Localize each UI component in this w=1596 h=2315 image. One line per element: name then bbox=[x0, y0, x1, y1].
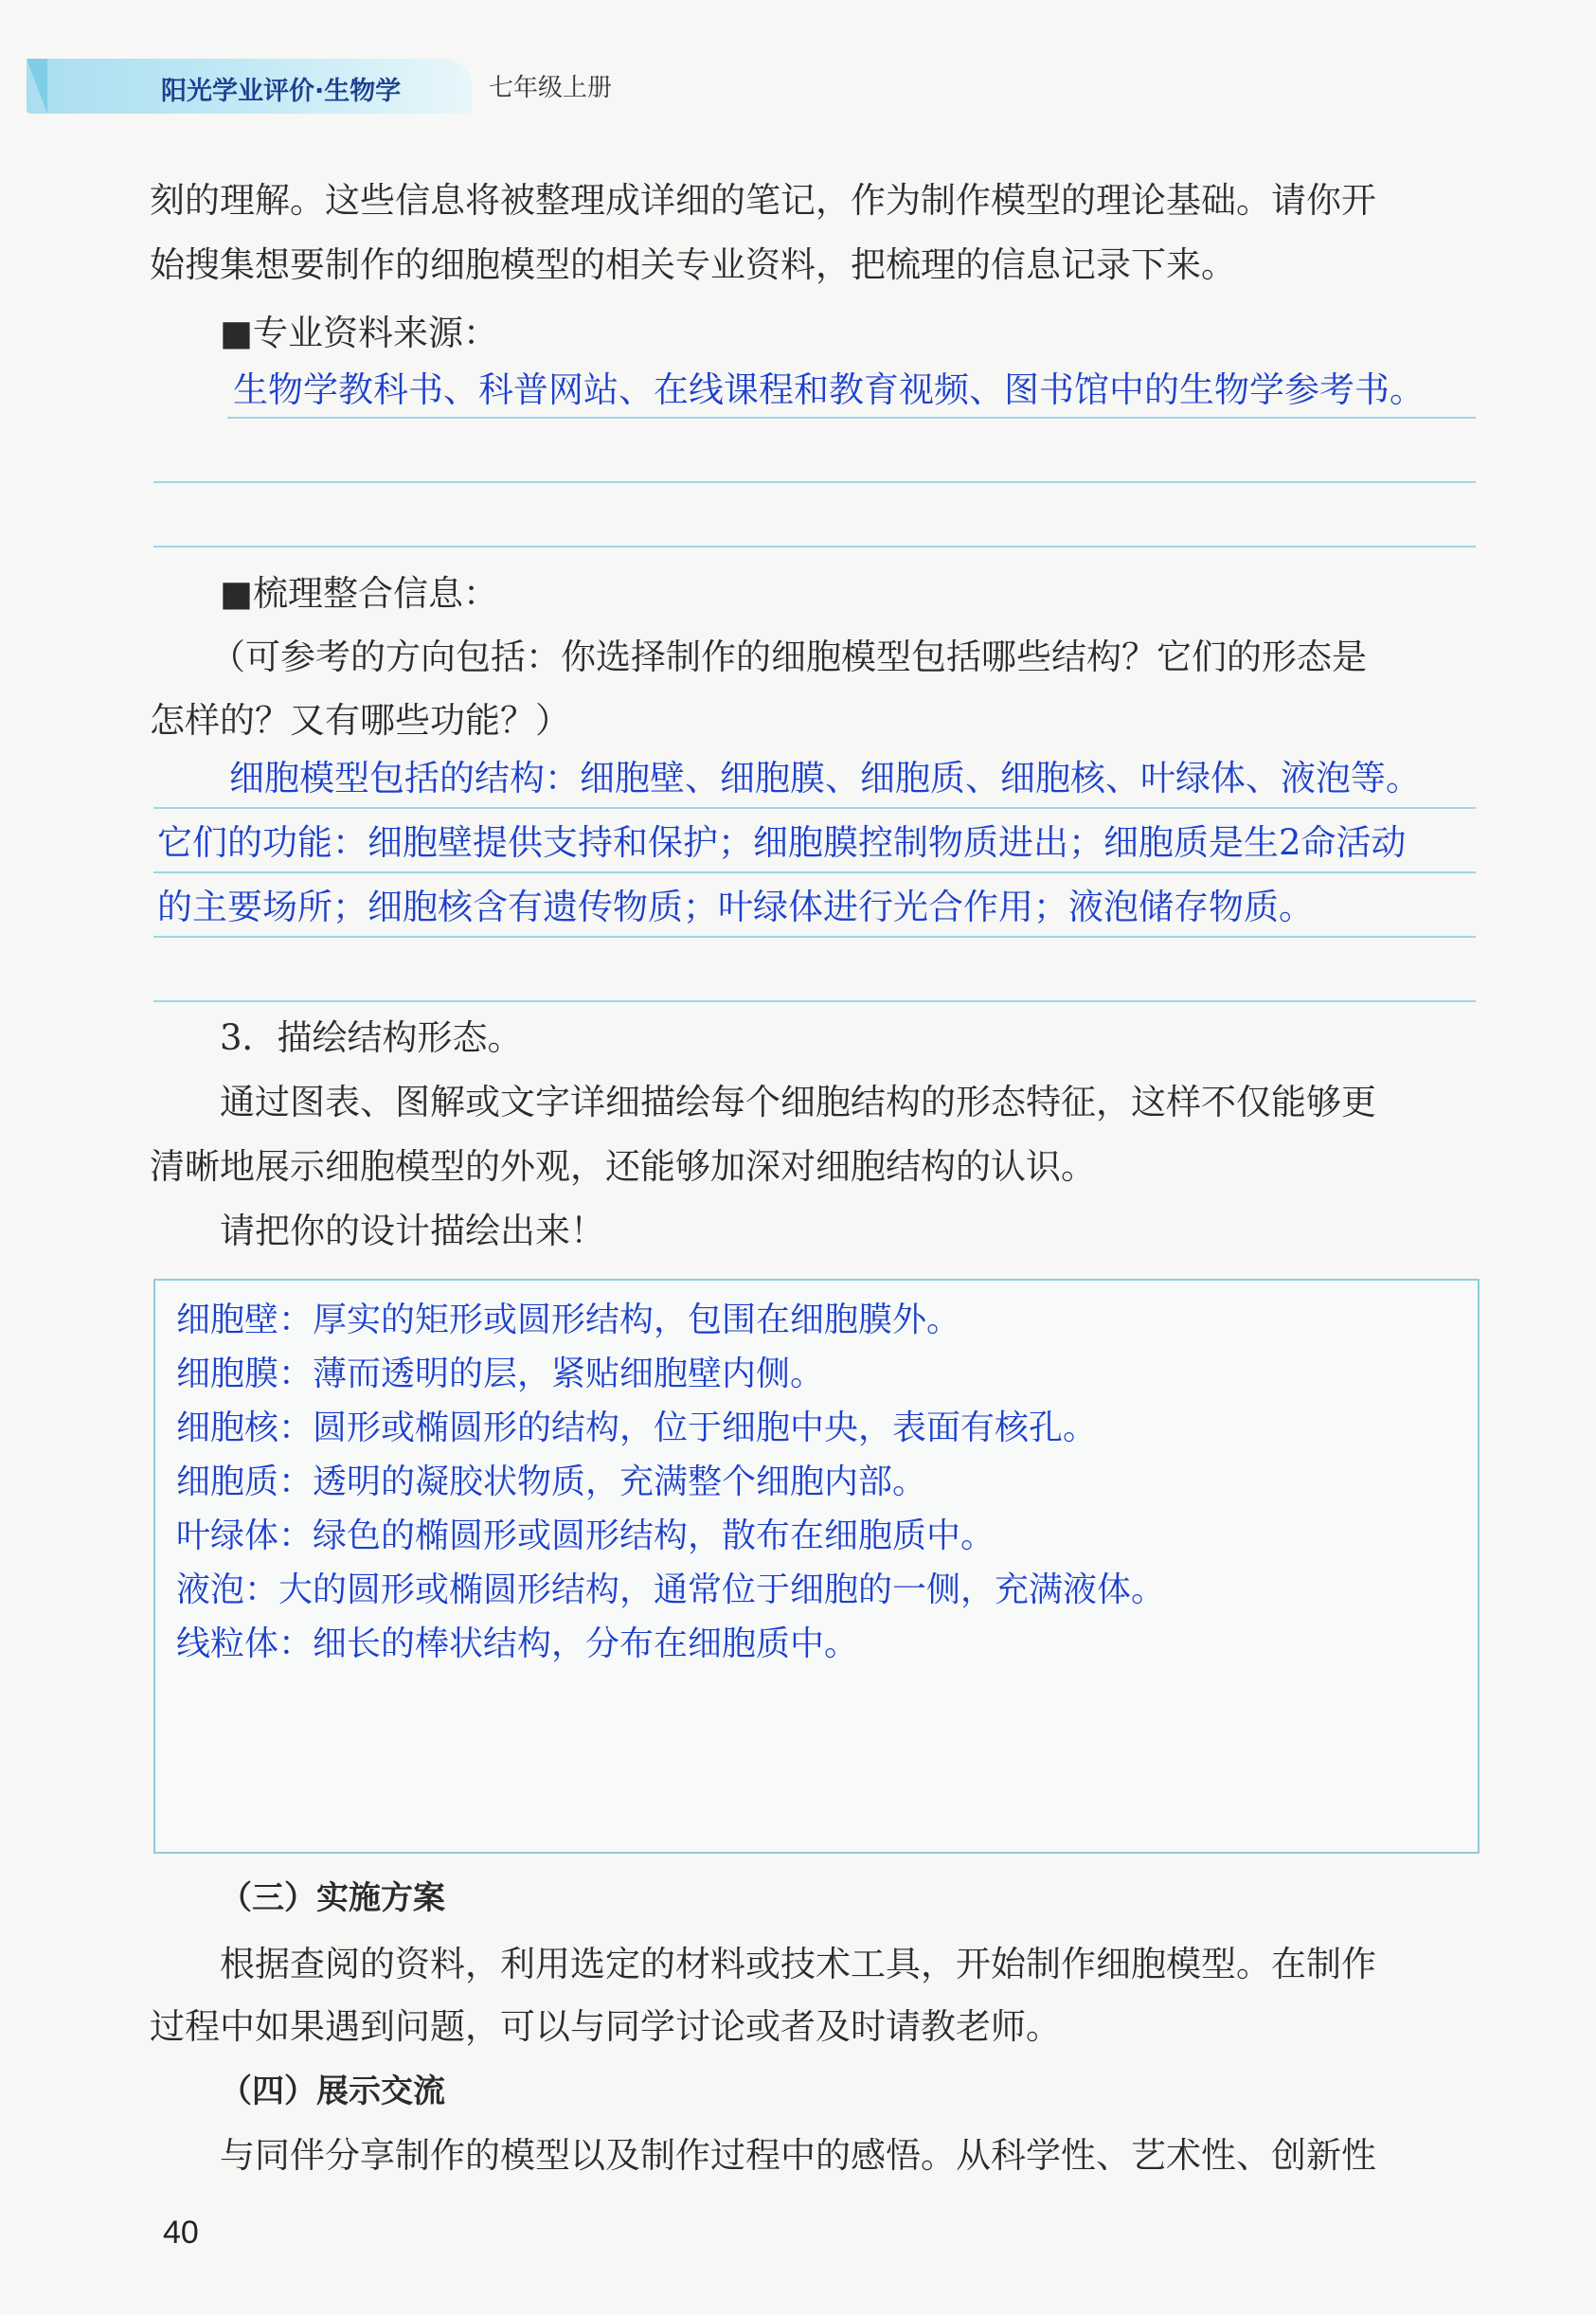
section3-body-line-2: 过程中如果遇到问题，可以与同学讨论或者及时请教老师。 bbox=[150, 2006, 1061, 2047]
design-line-nucleus: 细胞核：圆形或椭圆形的结构，位于细胞中央，表面有核孔。 bbox=[176, 1409, 1098, 1447]
step3-body-line-2: 清晰地展示细胞模型的外观，还能够加深对细胞结构的认识。 bbox=[150, 1146, 1096, 1187]
answer-rule bbox=[227, 417, 1476, 419]
design-answer-box bbox=[153, 1279, 1479, 1854]
design-line-vacuole: 液泡：大的圆形或椭圆形结构，通常位于细胞的一侧，充满液体。 bbox=[176, 1570, 1166, 1609]
page-number: 40 bbox=[163, 2215, 199, 2251]
book-title: 阳光学业评价·生物学 bbox=[161, 77, 402, 106]
answer-rule bbox=[153, 871, 1476, 873]
organize-answer-line-1: 细胞模型包括的结构：细胞壁、细胞膜、细胞质、细胞核、叶绿体、液泡等。 bbox=[229, 758, 1421, 799]
intro-line-1: 刻的理解。这些信息将被整理成详细的笔记，作为制作模型的理论基础。请你开 bbox=[150, 180, 1376, 221]
section4-body-line-1: 与同伴分享制作的模型以及制作过程中的感悟。从科学性、艺术性、创新性 bbox=[220, 2135, 1376, 2176]
design-line-cytoplasm: 细胞质：透明的凝胶状物质，充满整个细胞内部。 bbox=[176, 1463, 927, 1501]
design-line-chloroplast: 叶绿体：绿色的椭圆形或圆形结构，散布在细胞质中。 bbox=[176, 1516, 995, 1555]
answer-rule bbox=[153, 1000, 1476, 1002]
header-banner bbox=[27, 59, 472, 114]
organize-label: ■梳理整合信息： bbox=[220, 573, 498, 614]
banner-accent bbox=[27, 59, 47, 114]
step3-body-line-1: 通过图表、图解或文字详细描绘每个细胞结构的形态特征，这样不仅能够更 bbox=[220, 1082, 1376, 1122]
answer-rule bbox=[153, 546, 1476, 547]
section3-body-line-1: 根据查阅的资料，利用选定的材料或技术工具，开始制作细胞模型。在制作 bbox=[220, 1944, 1376, 1984]
organize-hint-line-2: 怎样的？又有哪些功能？） bbox=[150, 700, 570, 741]
organize-answer-line-3: 的主要场所；细胞核含有遗传物质；叶绿体进行光合作用；液泡储存物质。 bbox=[157, 887, 1314, 927]
source-answer: 生物学教科书、科普网站、在线课程和教育视频、图书馆中的生物学参考书。 bbox=[233, 369, 1425, 410]
source-label: ■专业资料来源： bbox=[220, 313, 498, 353]
step3-prompt: 请把你的设计描绘出来！ bbox=[220, 1211, 605, 1251]
section4-title: （四）展示交流 bbox=[220, 2073, 445, 2110]
step3-title: 3．描绘结构形态。 bbox=[220, 1017, 523, 1058]
answer-rule bbox=[153, 936, 1476, 938]
answer-rule bbox=[153, 481, 1476, 483]
section3-title: （三）实施方案 bbox=[220, 1879, 445, 1917]
answer-rule bbox=[153, 807, 1476, 809]
design-line-cell-membrane: 细胞膜：薄而透明的层，紧贴细胞壁内侧。 bbox=[176, 1355, 825, 1393]
book-grade: 七年级上册 bbox=[489, 74, 613, 102]
design-line-mitochondria: 线粒体：细长的棒状结构，分布在细胞质中。 bbox=[176, 1624, 859, 1663]
intro-line-2: 始搜集想要制作的细胞模型的相关专业资料，把梳理的信息记录下来。 bbox=[150, 244, 1236, 285]
design-line-cell-wall: 细胞壁：厚实的矩形或圆形结构，包围在细胞膜外。 bbox=[176, 1301, 961, 1339]
organize-answer-line-2: 它们的功能：细胞壁提供支持和保护；细胞膜控制物质进出；细胞质是生2命活动 bbox=[157, 822, 1407, 863]
organize-hint-line-1: （可参考的方向包括：你选择制作的细胞模型包括哪些结构？它们的形态是 bbox=[210, 637, 1367, 677]
